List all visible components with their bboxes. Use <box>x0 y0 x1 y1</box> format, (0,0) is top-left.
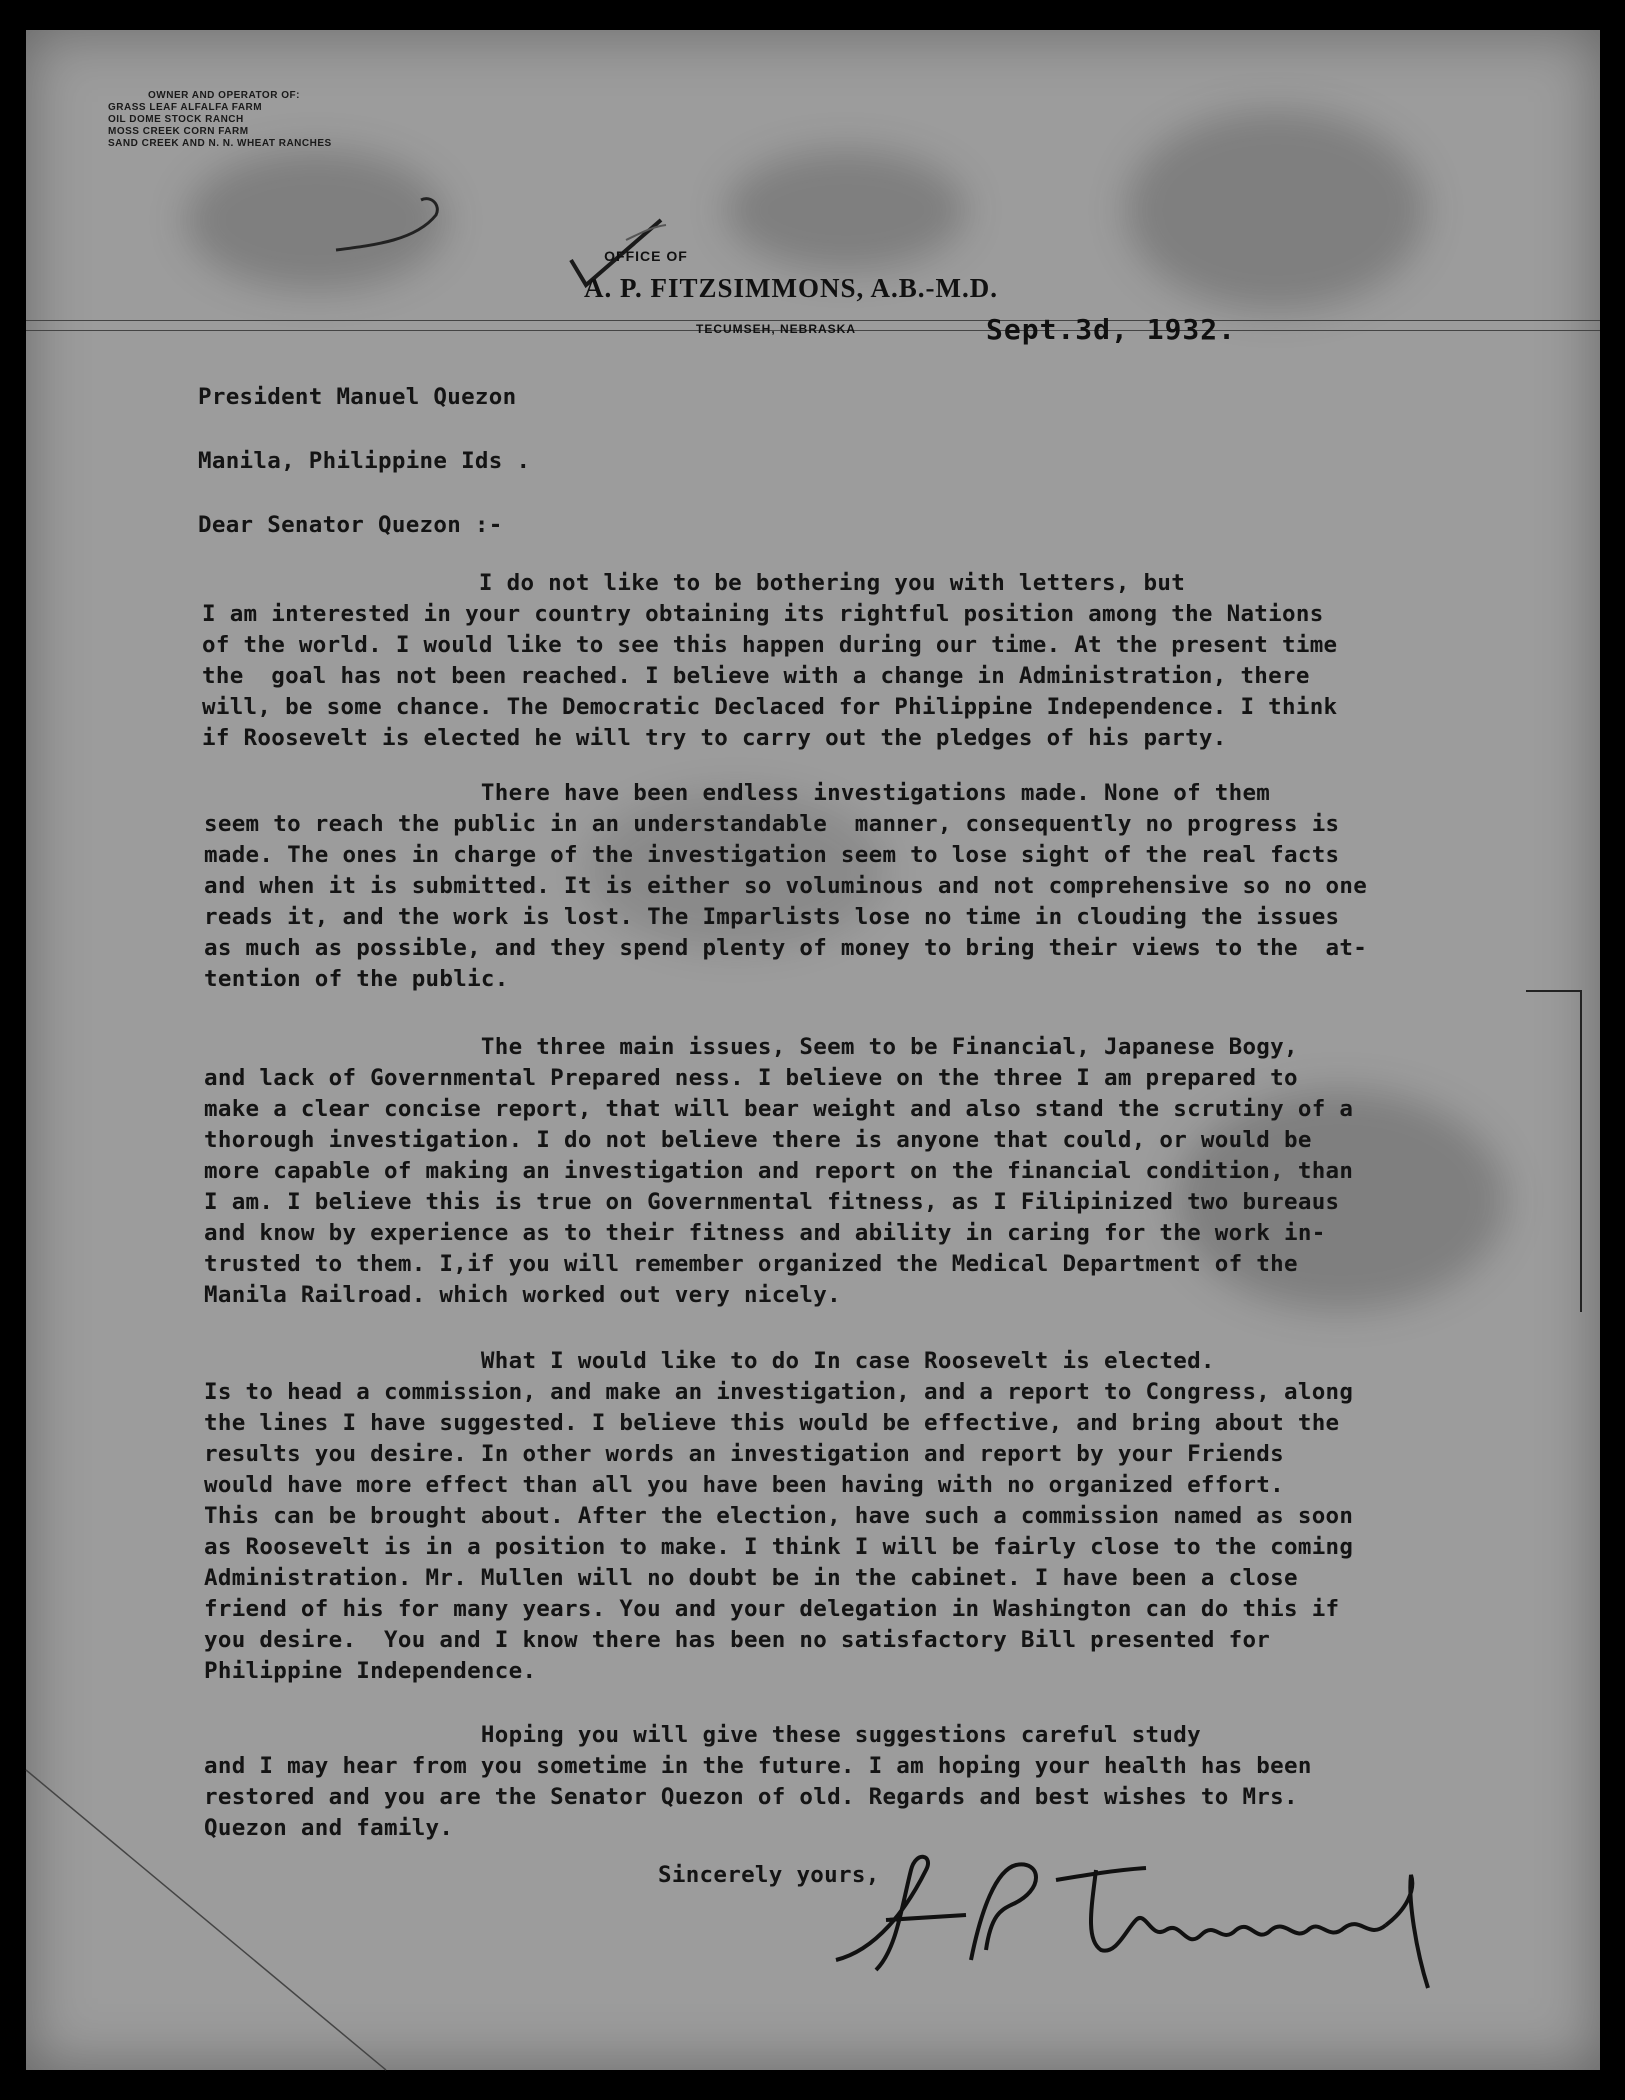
paragraph-line: This can be brought about. After the election, have such a commission named as soon <box>204 1503 1354 1529</box>
owner-line: GRASS LEAF ALFALFA FARM <box>108 102 263 113</box>
paragraph-line: There have been endless investigations made. None of them <box>204 780 1271 806</box>
paragraph-line: and lack of Governmental Prepared ness. I believe on the three I am prepared to <box>204 1065 1298 1091</box>
paragraph-line: Hoping you will give these suggestions careful study <box>204 1722 1201 1748</box>
paragraph <box>204 1032 1353 1311</box>
signature <box>816 1815 1466 2000</box>
paragraph-line: more capable of making an investigation and report on the financial condition, than <box>204 1158 1354 1184</box>
paragraph-line: tention of the public. <box>204 966 509 992</box>
paragraph-line: you desire. You and I know there has been no satisfactory Bill presented for <box>204 1627 1271 1653</box>
paragraph-line: thorough investigation. I do not believe there is anyone that could, or would be <box>204 1127 1312 1153</box>
paragraph-line: trusted to them. I,if you will remember organized the Medical Department of the <box>204 1251 1298 1277</box>
recipient-place: Manila, Philippine Ids . <box>198 448 531 474</box>
paragraph-line: restored and you are the Senator Quezon of old. Regards and best wishes to Mrs. <box>204 1784 1298 1810</box>
letter-date: Sept.3d, 1932. <box>986 313 1237 346</box>
ink-stain <box>1126 110 1426 310</box>
paragraph <box>204 778 1367 995</box>
paragraph-line: Is to head a commission, and make an investigation, and a report to Congress, along <box>204 1379 1354 1405</box>
fold-line <box>26 1770 526 2070</box>
paragraph-line: as Roosevelt is in a position to make. I think I will be fairly close to the coming <box>204 1534 1354 1560</box>
paragraph-line: reads it, and the work is lost. The Imparlists lose no time in clouding the issues <box>204 904 1340 930</box>
paragraph-line: make a clear concise report, that will bear weight and also stand the scrutiny of a <box>204 1096 1354 1122</box>
paragraph-line: and I may hear from you sometime in the future. I am hoping your health has been <box>204 1753 1312 1779</box>
paragraph <box>202 568 1337 754</box>
paragraph-line: made. The ones in charge of the investigation seem to lose sight of the real facts <box>204 842 1340 868</box>
recipient-name: President Manuel Quezon <box>198 384 517 410</box>
paragraph-line: if Roosevelt is elected he will try to carry out the pledges of his party. <box>202 725 1227 751</box>
signature-text: A.P. Fitzsimmons <box>816 1815 971 1834</box>
owner-line: SAND CREEK AND N. N. WHEAT RANCHES <box>108 138 332 149</box>
paragraph-line: and know by experience as to their fitness and ability in caring for the work in- <box>204 1220 1326 1246</box>
paragraph-line: will, be some chance. The Democratic Declaced for Philippine Independence. I think <box>202 694 1338 720</box>
owner-line: MOSS CREEK CORN FARM <box>108 126 249 137</box>
paragraph-line: the goal has not been reached. I believe with a change in Administration, there <box>202 663 1310 689</box>
paragraph-line: as much as possible, and they spend plenty of money to bring their views to the at- <box>204 935 1368 961</box>
office-of-label: OFFICE OF <box>604 248 688 264</box>
paragraph-line: I do not like to be bothering you with letters, but <box>202 570 1186 596</box>
paragraph-line: What I would like to do In case Roosevelt is elected. <box>204 1348 1215 1374</box>
paragraph-line: Philippine Independence. <box>204 1658 537 1684</box>
salutation: Dear Senator Quezon :- <box>198 512 503 538</box>
divider <box>26 320 1600 321</box>
margin-bracket <box>1526 990 1582 1312</box>
paragraph-line: and when it is submitted. It is either so voluminous and not comprehensive so no one <box>204 873 1368 899</box>
paragraph <box>204 1346 1353 1687</box>
letter-page <box>26 30 1600 2070</box>
paragraph-line: Administration. Mr. Mullen will no doubt be in the cabinet. I have been a close <box>204 1565 1298 1591</box>
paragraph-line: results you desire. In other words an investigation and report by your Friends <box>204 1441 1284 1467</box>
paragraph-line: would have more effect than all you have been having with no organized effort. <box>204 1472 1284 1498</box>
doctor-name: A. P. FITZSIMMONS, A.B.-M.D. <box>584 273 999 303</box>
paragraph-line: Quezon and family. <box>204 1815 454 1841</box>
paragraph-line: I am interested in your country obtaining its rightful position among the Nations <box>202 601 1324 627</box>
letterhead-location: TECUMSEH, NEBRASKA <box>696 322 857 336</box>
paragraph-line: I am. I believe this is true on Governmental fitness, as I Filipinized two bureaus <box>204 1189 1340 1215</box>
paragraph-line: the lines I have suggested. I believe this would be effective, and bring about the <box>204 1410 1340 1436</box>
paragraph-line: seem to reach the public in an understandable manner, consequently no progress is <box>204 811 1340 837</box>
owner-block <box>108 90 332 150</box>
closing: Sincerely yours, <box>658 1862 880 1888</box>
owner-line: OIL DOME STOCK RANCH <box>108 114 244 125</box>
paragraph-line: Manila Railroad. which worked out very nicely. <box>204 1282 841 1308</box>
pen-mark <box>326 190 456 260</box>
owner-heading: OWNER AND OPERATOR OF: <box>148 90 300 101</box>
paragraph-line: of the world. I would like to see this happen during our time. At the present time <box>202 632 1338 658</box>
paragraph-line: friend of his for many years. You and your delegation in Washington can do this if <box>204 1596 1340 1622</box>
paragraph-line: The three main issues, Seem to be Financial, Japanese Bogy, <box>204 1034 1298 1060</box>
